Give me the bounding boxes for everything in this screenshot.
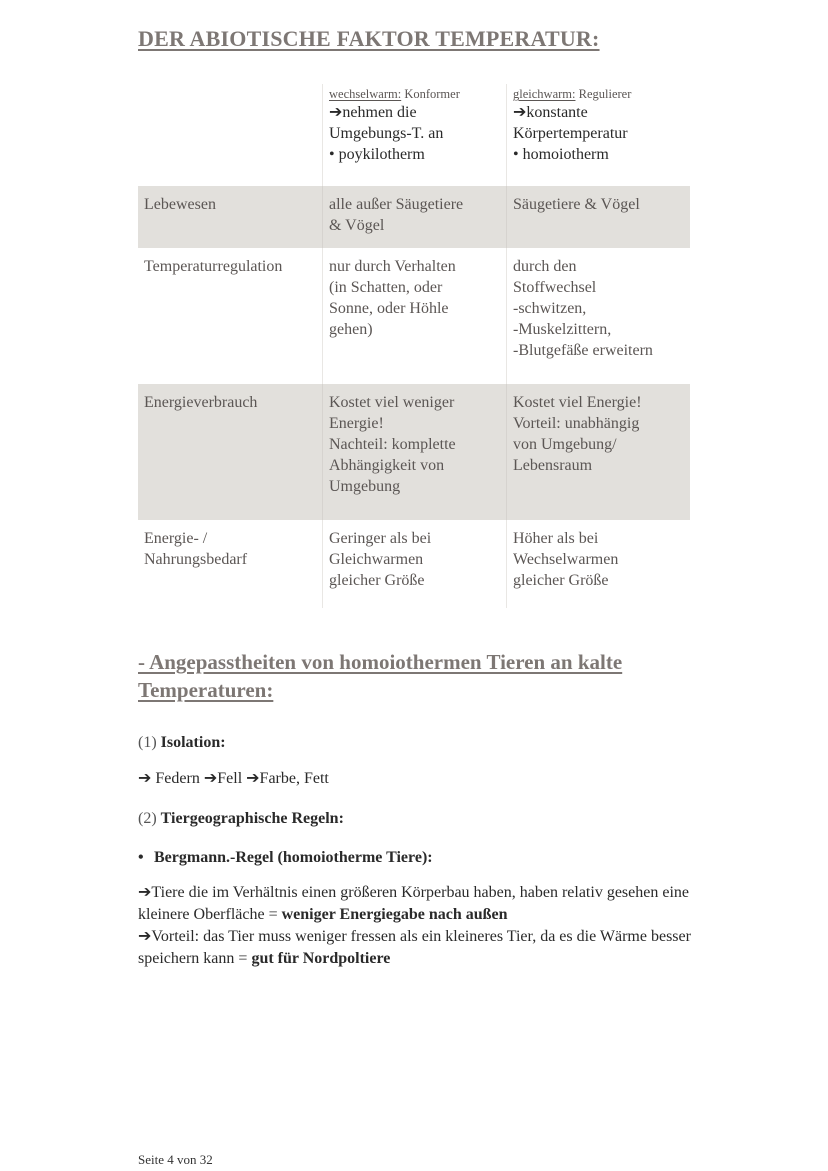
explanation-paragraph: ➔Tiere die im Verhältnis einen größeren Körperbau haben, haben relativ gesehen eine kleinere Oberfläche = weniger Energiegabe nach außen ➔Vorteil: das Tier muss weniger fressen als ein kleineres Tier, da es die Wärme besser speichern kann = gut für Nordpoltiere — [138, 884, 691, 967]
row-label: Lebewesen — [144, 196, 216, 213]
row-label: Energieverbrauch — [144, 394, 258, 411]
table-row — [138, 186, 690, 248]
table-header-row — [138, 84, 690, 186]
header-line: • homoiotherm — [513, 146, 609, 163]
list-item-rules — [138, 808, 344, 829]
header-line: ➔nehmen die — [329, 104, 417, 121]
header-line: Körpertemperatur — [513, 125, 628, 142]
header-line: ➔konstante — [513, 104, 588, 121]
header-label-suffix: Konformer — [401, 87, 460, 101]
page-number: Seite 4 von 32 — [138, 1152, 213, 1167]
row-cell-gleichwarm: durch den Stoffwechsel -schwitzen, -Muskelzittern, -Blutgefäße erweitern — [506, 248, 690, 384]
bullet-dot: • — [138, 849, 144, 866]
item-label: Tiergeographische Regeln: — [160, 810, 344, 827]
row-cell-gleichwarm: Kostet viel Energie! Vorteil: unabhängig von Umgebung/ Lebensraum — [506, 384, 690, 520]
header-empty-cell — [138, 84, 322, 186]
bullet-bergmann — [138, 847, 433, 868]
row-label: Energie- / Nahrungsbedarf — [144, 530, 248, 568]
row-cell-wechselwarm: Geringer als bei Gleichwarmen gleicher Größe — [322, 520, 506, 608]
table-row — [138, 384, 690, 520]
header-label: gleichwarm: — [513, 87, 576, 101]
isolation-detail: ➔ Federn ➔Fell ➔Farbe, Fett — [138, 770, 329, 787]
bullet-text: Bergmann.-Regel (homoiotherme Tiere): — [154, 849, 433, 866]
header-cell-gleichwarm — [506, 84, 690, 186]
header-line: Umgebungs-T. an — [329, 125, 444, 142]
comparison-table — [138, 84, 690, 608]
row-cell-gleichwarm: Höher als bei Wechselwarmen gleicher Größe — [506, 520, 690, 608]
section-heading: - Angepasstheiten von homoiothermen Tieren an kalte Temperaturen: — [138, 650, 623, 702]
table-row — [138, 248, 690, 384]
row-cell-wechselwarm: alle außer Säugetiere & Vögel — [322, 186, 506, 248]
item-label: Isolation: — [160, 734, 226, 751]
item-number: (2) — [138, 810, 157, 827]
header-label: wechselwarm: — [329, 87, 402, 101]
row-cell-wechselwarm: Kostet viel weniger Energie! Nachteil: komplette Abhängigkeit von Umgebung — [322, 384, 506, 520]
row-cell-gleichwarm: Säugetiere & Vögel — [506, 186, 690, 248]
page-title: DER ABIOTISCHE FAKTOR TEMPERATUR: — [138, 26, 600, 51]
table-row — [138, 520, 690, 608]
header-label-suffix: Regulierer — [575, 87, 632, 101]
list-item-isolation — [138, 732, 226, 753]
item-number: (1) — [138, 734, 157, 751]
header-cell-wechselwarm — [322, 84, 506, 186]
row-label: Temperaturregulation — [144, 258, 283, 275]
header-line: • poykilotherm — [329, 146, 425, 163]
row-cell-wechselwarm: nur durch Verhalten (in Schatten, oder Sonne, oder Höhle gehen) — [322, 248, 506, 384]
